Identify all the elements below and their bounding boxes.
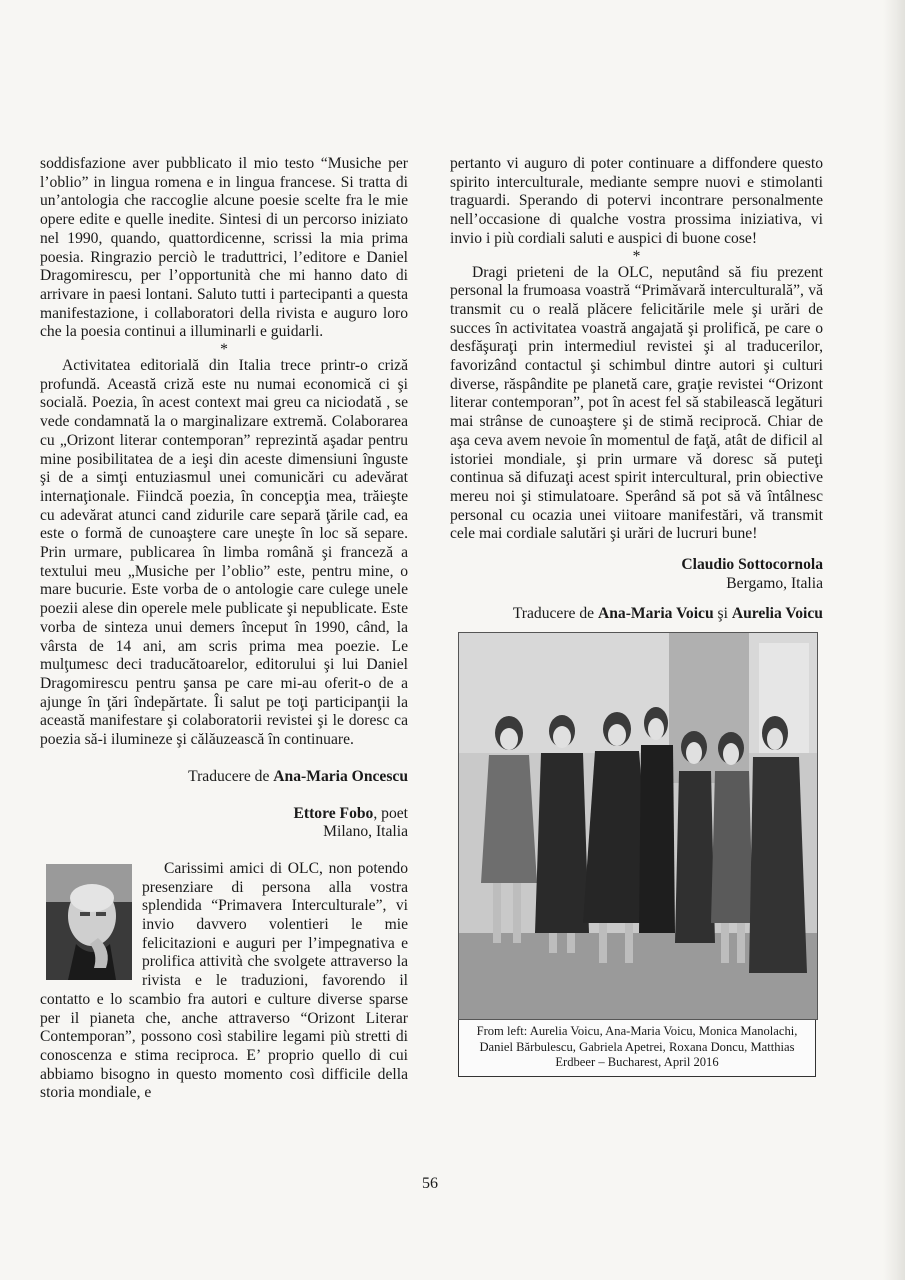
translator-joiner: şi <box>713 605 732 623</box>
translator-name-2: Aurelia Voicu <box>731 605 823 623</box>
left-column <box>40 155 408 1103</box>
author-city: Bergamo, Italia <box>726 574 823 592</box>
author-name: Ettore Fobo <box>293 804 374 822</box>
page-number: 56 <box>422 1175 438 1192</box>
group-photo <box>458 632 818 1020</box>
translator-prefix: Traducere de <box>188 767 274 785</box>
translator-name: Ana-Maria Oncescu <box>273 767 408 785</box>
translator-name-1: Ana-Maria Voicu <box>597 605 714 623</box>
author-city: Milano, Italia <box>323 823 408 841</box>
translator-prefix: Traducere de <box>512 605 598 623</box>
right-column <box>450 155 823 1077</box>
translator-credit <box>450 605 823 624</box>
romanian-translation-paragraph: Activitatea editorială din Italia trece printr-o criză profundă. Această criză este nu numai economică ci şi socială. Poezia, în acest context mai greu ca niciodată , se vede condamnată la o marginalizare extremă. Colaborarea cu „Orizont literar contemporan” reprezintă aşadar pentru mine posibilitatea de a ieşi din aceste dimensiuni înguste şi de a simţi entuziasmul unei comunicări cu adevărat internaţionale. Fiindcă poezia, în concepţia mea, trăieşte cu adevărat atunci cand zidurile care separă ţările cad, ea este o formă de cunoaştere care uneşte în loc să separe. Prin urmare, publicarea în limba română şi franceză a textului meu „Musiche per l’oblio” este, pentru mine, o mare bucurie. Este vorba de o antologie care culege unele poezii alese din operele mele publicate şi nepublicate. Este vorba de sinteza unui demers început în 1990, când, la vârsta de 14 ani, am scris prima mea poezie. Le mulţumesc deci traducătoarelor, editorului şi lui Daniel Dragomirescu pentru şansa pe care mi-au oferit-o de a ajunge în ţări îndepărtate. Îi salut pe toţi participanţii la această manifestare şi colaboratorii revistei şi le doresc ca poezia să-i ilumineze şi călăuzească în continuare. <box>40 357 408 749</box>
author-portrait-photo <box>46 864 132 980</box>
portrait-illustration <box>46 864 132 980</box>
author-role: , poet <box>373 804 408 822</box>
romanian-translation-paragraph: Dragi prieteni de la OLC, neputând să fiu prezent personal la frumoasa voastră “Primăvară interculturală”, vă transmit cu o reală plăcere felicitările mele şi urări de succes în activitatea voastră angajată şi prolifică, pe care o desfăşuraţi prin intermediul revistei şi al traducerilor, favorizând contactul şi schimbul dintre autori şi culturi diverse, răspândite pe planetă care, graţie revistei “Orizont literar contemporan”, pot în acest fel să stabilească legături mai strânse de cunoaştere şi de stimă reciprocă. Chiar de aşa ceva avem nevoie în momentul de faţă, atât de dificil al istoriei mondiale, şi prin urmare vă doresc să puteţi continua să difuzaţi acest spirit intercultural, prin obiective mereu noi şi stimulatoare. Sperând să pot să vă întâlnesc personal cu ocazia unei viitoare manifestări, vă transmit cele mai cordiale salutări şi urări de lucruri bune! <box>450 263 823 543</box>
italian-letter-paragraph: soddisfazione aver pubblicato il mio testo “Musiche per l’oblio” in lingua romena e in lingua francese. Si tratta di un’antologia che raccoglie alcune poesie scelte fra le mie opere edite e quelle inedite. Sintesi di un percorso iniziato nel 1990, quando, quattordicenne, scrissi la mia prima poesia. Ringrazio perciò le traduttrici, l’editore e Daniel Dragomirescu, per l’opportunità che mi hanno dato di arrivare in paesi lontani. Saluto tutti i partecipanti a questa manifestazione, i collaboratori della rivista e auguro loro che la poesia continui a illuminarli e guidarli. <box>40 155 408 341</box>
author-name: Claudio Sottocornola <box>681 556 823 574</box>
italian-continuation-paragraph: pertanto vi auguro di poter continuare a diffondere questo spirito interculturale, mediante sempre nuovi e stimolanti traguardi. Sperando di potervi incontrare personalmente nell’occasione di qualche vostra prossima iniziativa, vi invio i più cordiali saluti e auspici di buone cose! <box>450 155 823 247</box>
photo-caption: From left: Aurelia Voicu, Ana-Maria Voicu, Monica Manolachi, Daniel Bărbulescu, Gabriela Apetrei, Roxana Doncu, Matthias Erdbeer – Bucharest, April 2016 <box>458 1020 816 1077</box>
section-separator: * <box>632 247 641 265</box>
page-edge-shadow <box>883 0 905 1280</box>
group-photo-illustration <box>459 633 817 1019</box>
section-separator: * <box>220 341 228 359</box>
translator-credit <box>40 768 408 787</box>
second-letter-paragraph: Carissimi amici di OLC, non potendo presenziare di persona alla vostra splendida “Primavera Interculturale”, vi invio davvero volentieri le mie felicitazioni e auguri per l’impegnativa e prolifica attività che svolgete attraverso la rivista e le traduzioni, favorendo il contatto e lo scambio fra autori e culture diverse sparse per il pianeta che, anche attraverso “Orizont Literar Contemporan”, possono così stabilire legami più stretti di conoscenza e stima reciproca. E’ proprio quello di cui abbiamo bisogno in questo momento così difficile della storia mondiale, e <box>40 859 408 1102</box>
author-signature <box>40 805 408 824</box>
